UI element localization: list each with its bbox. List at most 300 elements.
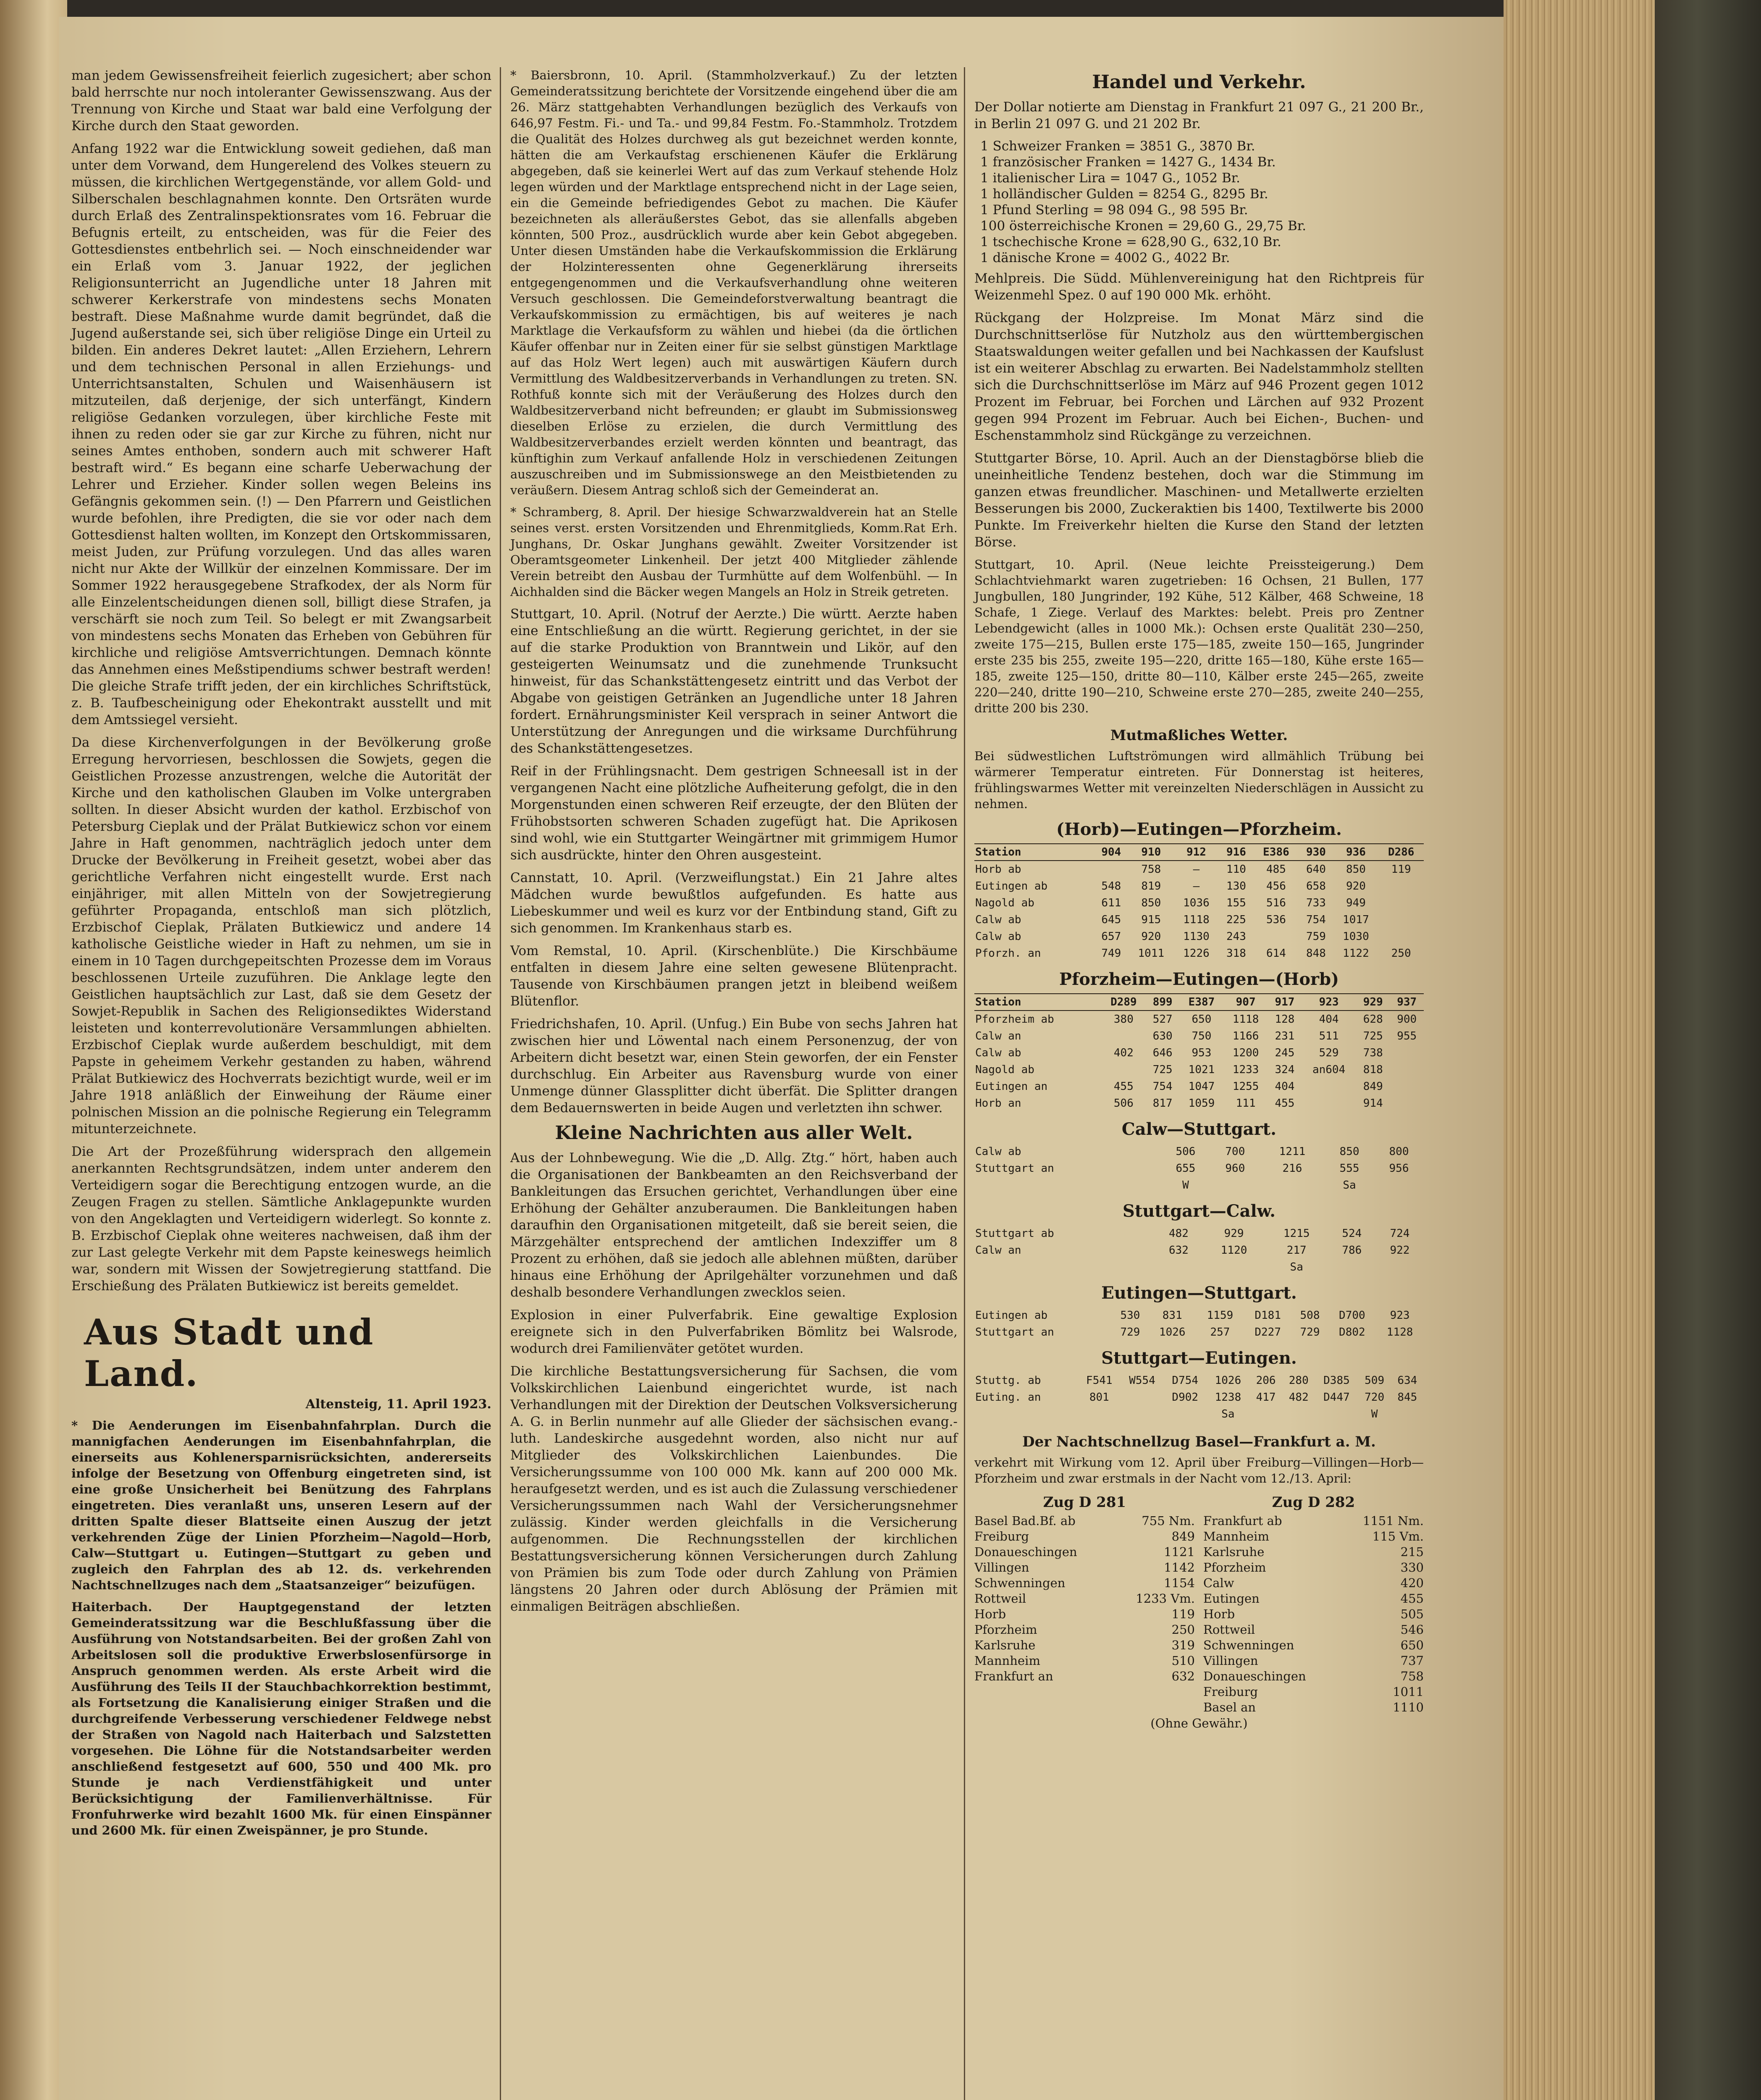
timetable-cell: 536 (1266, 914, 1286, 926)
currency-list (974, 138, 1424, 266)
stop-name: Villingen (974, 1560, 1029, 1575)
stop-time: 1233 Vm. (1136, 1591, 1195, 1606)
train-stop (1203, 1653, 1424, 1669)
timetable-cell: 1226 (1183, 947, 1210, 960)
timetable-cell: 130 (1226, 880, 1246, 892)
timetable-cell (1249, 1406, 1282, 1423)
timetable-cell: 922 (1390, 1244, 1410, 1257)
timetable-cell: 900 (1397, 1013, 1417, 1026)
timetable-cell: 1233 (1232, 1063, 1259, 1076)
news-section-title: Kleine Nachrichten aus aller Welt. (555, 1122, 913, 1144)
timetable-cell: 1026 (1215, 1374, 1241, 1387)
timetable-cell: 280 (1289, 1374, 1309, 1387)
timetable-cell: 1122 (1343, 947, 1369, 960)
timetable-cell (1376, 1259, 1424, 1276)
timetable-cell: 324 (1275, 1063, 1295, 1076)
timetable-cell: 754 (1306, 914, 1326, 926)
timetable-cell: 915 (1141, 914, 1161, 926)
timetable-cell: 849 (1363, 1080, 1383, 1093)
article-paragraph: Anfang 1922 war die Entwicklung soweit gediehen, daß man unter dem Vorwand, dem Hungerelend des Volkes steuern zu müssen, die kirchlichen Wertgegenstände, vor allem Gold- und Silberschalen beschlagnahmen konnte. Den Ortsräten wurde durch Erlaß des Zentralinspektionsrates vom 16. Februar die Befugnis erteilt, zu entscheiden, was für die Feier des Gottesdienstes entbehrlich sei. — Noch einschneidender war ein Erlaß vom 3. Januar 1922, der jeglichen Religionsunterricht an Jugendliche unter 18 Jahren mit schwerer Kerkerstrafe von mindestens sechs Monaten bestraft. Diese Maßnahme wurde damit begründet, daß die Jugend außerstande sei, sich über religiöse Dinge ein Urteil zu bilden. Ein anderes Dekret lautet: „Allen Erziehern, Lehrern und dem technischen Personal in allen Erziehungs- und Unterrichtsanstalten, Schulen und Waisenhäusern ist mitzuteilen, daß derjenige, der sich unterfängt, Kindern religiöse Gedanken vorzulegen, über kirchliche Feste mit ihnen zu reden oder sie gar zur Kirche zu führen, nicht nur seines Amtes enthoben, sondern auch mit schwerer Haft bestraft wird.“ Es begann eine scharfe Ueberwachung der Lehrer und Erzieher. Kinder sollen wegen Beleins ins Gefängnis gekommen sein. (!) — Den Pfarrern und Geistlichen wurde befohlen, ihre Predigten, die sie vor oder nach dem Gottesdienst halten wollten, im Konzept den Ortskommissaren, meist Juden, zur Prüfung vorzulegen. Und das alles waren nicht nur Akte der Willkür der einzelnen Kommissare. Der im Sommer 1922 herausgegebene Strafkodex, der als Norm für alle Einzelentscheidungen dienen soll, billigt diese Strafen, ja verschärft sie noch zum Teil. So belegt er mit Zwangsarbeit von mindestens sechs Monaten das Erheben von Gebühren für kirchliche und religiöse Amtsverrichtungen. Demnach könnte das Annehmen eines Meßstipendiums schwer bestraft werden! Die gleiche Strafe trifft jeden, der ein kirchliches Schriftstück, z. B. Taufbescheinigung oder Ehekontrakt ausstellt und mit dem Amtssiegel versieht. (71, 141, 491, 727)
timetable-cell: 380 (1113, 1013, 1134, 1026)
currency-quote: 1 italienischer Lira = 1047 G., 1052 Br. (980, 171, 1240, 186)
timetable-cell: 817 (1152, 1097, 1173, 1110)
timetable-cell (1315, 1406, 1358, 1423)
train-title: Zug D 282 (1272, 1494, 1355, 1511)
stop-time: 250 (1171, 1622, 1195, 1637)
timetable-cell: 640 (1306, 863, 1326, 876)
timetable-cell: 128 (1275, 1013, 1295, 1026)
article-paragraph: * Schramberg, 8. April. Der hiesige Schwarzwaldverein hat an Stelle seines verst. ersten Vorsitzenden und Ehrenmitglieds, Komm.Rat Erh. Junghans, Dr. Oskar Junghans gewählt. Zweiter Vorsitzender ist Oberamtsgeometer Linkenheil. Der jetzt 400 Mitglieder zählende Verein betreibt den Ausbau der Turmhütte auf dem Wolfenbühl. — In Aichhalden sind die Bäcker wegen Mangels an Holz in Streik getreten. (510, 505, 958, 599)
local-news-paragraph: Haiterbach. Der Hauptgegenstand der letzten Gemeinderatssitzung war die Beschlußfassung über die Ausführung von Notstandsarbeiten. Bei der großen Zahl von Arbeitslosen soll die produktive Erwerbslosenfürsorge in Anspruch genommen werden. Als erste Arbeit wird die Ausführung des Teils II der Stauchbachkorrektion bestimmt, als Fortsetzung die Kanalisierung einiger Straßen und die durchgreifende Verbesserung verschiedener Feldwege nebst der Straßen von Nagold nach Haiterbach und Salzstetten vorgesehen. Die Löhne für die Notstandsarbeiter werden anschließend festgesetzt auf 600, 550 und 400 Mk. pro Stunde je nach Verdienstfähigkeit und unter Berücksichtigung der Familienverhältnisse. Für Fronfuhrwerke wird bezahlt 1600 Mk. für einen Einspänner und 2600 Mk. für einen Zweispänner, je pro Stunde. (71, 1600, 491, 1838)
timetable-cell: 645 (1101, 914, 1121, 926)
timetable-cell: 655 (1176, 1162, 1196, 1175)
timetable-cell: Eutingen ab (975, 1309, 1048, 1322)
news-paragraph: Die kirchliche Bestattungsversicherung für Sachsen, die vom Volkskirchlichen Laienbund eingerichtet wurde, ist nach Verhandlungen mit der Direktion der Deutschen Volksversicherung A. G. in Berlin nunmehr auf alle Glieder der sächsischen evang.-luth. Landeskirche ausgedehnt worden, also nicht nur auf Mitglieder des Volkskirchlichen Laienbundes. Die Versicherungssumme von 100 000 Mk. kann auf 200 000 Mk. heraufgesetzt werden, und es ist auch die Zulassung verschiedener Versicherungssummen nach Wahl der Versicherungsnehmer zulässig. Kinder werden gleichfalls in die Versicherung aufgenommen. Die Rechnungsstellen der kirchlichen Bestattungsversicherung können Versicherungen durch Zahlung von Prämien bis zum Tode oder durch Zahlung von Prämien längstens 20 Jahren oder durch Ablösung der Prämien mit einmaligen Beiträgen abschließen. (510, 1364, 958, 1614)
currency-quote: 1 Pfund Sterling = 98 094 G., 98 595 Br. (980, 202, 1248, 218)
article-paragraph: Die Art der Prozeßführung widersprach den allgemein anerkannten Rechtsgrundsätzen, indem unter anderem den Verteidigern sogar die Berechtigung entzogen wurde, an die Zeugen Fragen zu stellen. Sämtliche Anklagepunkte wurden von den Angeklagten und Verteidigern widerlegt. So konnte z. B. Erzbischof Cieplak ohne weiteres nachweisen, daß ihm der zur Last gelegte Verkehr mit dem Papste keineswegs heimlich war, sondern mit Wissen der Sowjetregierung stattfand. Die Erschießung des Prälaten Butkiewicz ist bereits gemeldet. (71, 1144, 491, 1294)
article-paragraph: Reif in der Frühlingsnacht. Dem gestrigen Schneesall ist in der vergangenen Nacht eine plötzliche Aufheiterung gefolgt, die in den Morgenstunden einen schweren Reif erzeugte, der den Blüten der Frühobstsorten schweren Schaden zugefügt hat. Die Aprikosen sind wohl, wie ein Stuttgarter Weingärtner mit grimmigem Humor sich ausdrückte, hinter den Ohren ausgesteint. (510, 764, 958, 863)
stop-name: Horb (1203, 1607, 1235, 1621)
timetable-cell: 1118 (1183, 914, 1210, 926)
timetable-cell: F541 (1086, 1374, 1113, 1387)
timetable-header-cell: 916 (1219, 844, 1253, 861)
timetable-cell: Nagold ab (975, 897, 1034, 909)
column-2 (510, 67, 958, 1621)
timetable-cell: 524 (1342, 1227, 1362, 1240)
timetable-cell: Stuttgart an (975, 1326, 1054, 1339)
timetable-title: Stuttgart—Calw. (1122, 1201, 1276, 1221)
timetable-header-cell: 937 (1390, 994, 1424, 1011)
stop-name: Basel an (1203, 1700, 1256, 1714)
timetable-cell: 819 (1141, 880, 1161, 892)
train-stop (1203, 1575, 1424, 1591)
train-stop (974, 1669, 1195, 1684)
timetable-header-cell: Station (974, 994, 1102, 1011)
timetable-cell: an604 (1312, 1063, 1346, 1076)
stop-time: 632 (1171, 1669, 1195, 1683)
weather-text: Bei südwestlichen Luftströmungen wird allmählich Trübung bei wärmerer Temperatur eintreten. Für Donnerstag ist heiteres, frühlingswarmes Wetter mit vereinzelten Niederschlägen in Aussicht zu nehmen. (974, 749, 1424, 811)
timetable-row (974, 895, 1424, 911)
timetable-cell: Stuttgart an (975, 1162, 1054, 1175)
stop-name: Frankfurt an (974, 1669, 1053, 1683)
timetable-cell (1302, 1095, 1356, 1112)
timetable-cell: 402 (1113, 1047, 1134, 1059)
timetable-cell: 634 (1397, 1374, 1417, 1387)
stop-name: Frankfurt ab (1203, 1514, 1282, 1528)
timetable-header-cell: 912 (1174, 844, 1219, 861)
train-stop (1203, 1622, 1424, 1638)
timetable-cell: 1030 (1343, 930, 1369, 943)
night-train-intro: verkehrt mit Wirkung vom 12. April über Freiburg—Villingen—Horb—Pforzheim und zwar erstmals in der Nacht vom 12./13. April: (974, 1455, 1424, 1486)
timetable-cell: D700 (1339, 1309, 1365, 1322)
timetable-cell: Euting. an (975, 1391, 1041, 1404)
timetable-cell (1121, 1389, 1163, 1406)
train-stop (1203, 1684, 1424, 1700)
trade-paragraph: Rückgang der Holzpreise. Im Monat März sind die Durchschnittserlöse für Nutzholz aus den württembergischen Staatswaldungen weiter gefallen und bei Nachkassen der Kaufslust ist ein weiterer Abschlag zu erwarten. Bei Nadelstammholz stellten sich die Durchschnittserlöse im März auf 946 Prozent gegen 1012 Prozent im Februar, bei Forchen und Lärchen auf 932 Prozent gegen 994 Prozent im Februar. Auch bei Eichen-, Buchen- und Eschenstammholz sind Rückgänge zu verzeichnen. (974, 310, 1424, 443)
timetable-row (974, 945, 1424, 962)
timetable-cell (1203, 1259, 1265, 1276)
timetable-row (974, 1372, 1424, 1389)
train-d281 (974, 1492, 1195, 1715)
timetable-row (974, 1011, 1424, 1028)
timetable-cell (1254, 928, 1299, 945)
timetable-cell: 632 (1168, 1244, 1189, 1257)
timetable-cell: 111 (1236, 1097, 1256, 1110)
timetable-cell: 1120 (1220, 1244, 1247, 1257)
timetable (974, 1307, 1424, 1341)
timetable-cell: 848 (1306, 947, 1326, 960)
timetable-cell: W (1371, 1408, 1378, 1420)
timetable-cell: 506 (1113, 1097, 1134, 1110)
timetable-cell (1378, 878, 1424, 895)
timetable-cell: 960 (1225, 1162, 1245, 1175)
timetable-cell: W (1182, 1179, 1189, 1192)
timetable-cell: 614 (1266, 947, 1286, 960)
timetable-cell: Calw ab (975, 1145, 1021, 1158)
news-paragraph: Aus der Lohnbewegung. Wie die „D. Allg. Ztg.“ hört, haben auch die Organisationen der Bankbeamten an den Reichsverband der Bankleitungen das Ersuchen gerichtet, Verhandlungen über eine Erhöhung der Gehälter anzuberaumen. Die Bankleitungen haben daraufhin den Organisationen mitgeteilt, daß sie bereit seien, die Märzgehälter entsprechend der amtlichen Indexziffer um 8 Prozent zu erhöhen, daß sie jedoch alle ablehnen müßten, darüber hinaus eine Erhöhung der Aprilgehälter vorzunehmen und daß deshalb besondere Verhandlungen zwecklos seien. (510, 1150, 958, 1300)
timetable-cell (1260, 1177, 1325, 1194)
timetable-cell: 1211 (1279, 1145, 1306, 1158)
timetable-cell: 955 (1397, 1030, 1417, 1042)
train-title: Zug D 281 (1043, 1494, 1126, 1511)
timetable-title: Stuttgart—Eutingen. (1101, 1348, 1297, 1368)
stop-time: 758 (1400, 1669, 1424, 1683)
stop-name: Mannheim (1203, 1529, 1269, 1544)
stop-name: Freiburg (974, 1529, 1029, 1544)
timetable-header-cell: D286 (1378, 844, 1424, 861)
timetable-cell: 1026 (1159, 1326, 1186, 1339)
timetable-cell: 786 (1342, 1244, 1362, 1257)
currency-quote: 1 tschechische Krone = 628,90 G., 632,10 Br. (980, 234, 1281, 249)
timetable-row (974, 1389, 1424, 1406)
timetable (974, 993, 1424, 1112)
trade-section-title: Handel und Verkehr. (1092, 71, 1306, 93)
timetable-cell: 225 (1226, 914, 1246, 926)
timetable-cell: Sa (1343, 1179, 1356, 1192)
stop-time: 115 Vm. (1372, 1529, 1424, 1544)
timetable-cell: 657 (1101, 930, 1121, 943)
timetable-cell (1328, 1259, 1376, 1276)
stop-time: 546 (1400, 1622, 1424, 1637)
column-rule (500, 67, 501, 2100)
timetable-cell: 845 (1397, 1391, 1417, 1404)
timetable-cell: 1011 (1138, 947, 1165, 960)
timetable-row (974, 1406, 1424, 1423)
timetable-cell: 1159 (1207, 1309, 1233, 1322)
timetable-cell (1374, 1177, 1424, 1194)
stop-name: Pforzheim (974, 1622, 1037, 1637)
timetable-cell: 1047 (1188, 1080, 1215, 1093)
timetable-cell (974, 1259, 1155, 1276)
timetable-cell: 1166 (1232, 1030, 1259, 1042)
timetable-cell: 738 (1363, 1047, 1383, 1059)
timetable-cell: 758 (1141, 863, 1161, 876)
train-stop (1203, 1700, 1424, 1715)
train-stop (974, 1622, 1195, 1638)
train-stop (1203, 1591, 1424, 1606)
timetable-header-cell: 899 (1146, 994, 1179, 1011)
timetable-cell: D802 (1339, 1326, 1365, 1339)
stop-time: 1121 (1164, 1545, 1195, 1559)
currency-quote: 1 französischer Franken = 1427 G., 1434 Br. (980, 155, 1276, 170)
timetable-row (974, 928, 1424, 945)
currency-quote: 1 dänische Krone = 4002 G., 4022 Br. (980, 250, 1230, 265)
train-stop (1203, 1638, 1424, 1653)
timetable-row (974, 1177, 1424, 1194)
timetable-cell: 529 (1319, 1047, 1339, 1059)
disclaimer: (Ohne Gewähr.) (1150, 1716, 1248, 1730)
timetable-cell: 725 (1152, 1063, 1173, 1076)
timetable-cell: 1118 (1232, 1013, 1259, 1026)
timetable-cell: 1215 (1283, 1227, 1310, 1240)
night-train-title: Der Nachtschnellzug Basel—Frankfurt a. M. (1022, 1433, 1376, 1450)
timetable-cell (1378, 928, 1424, 945)
night-train-schedule (974, 1492, 1424, 1715)
article-paragraph: Da diese Kirchenverfolgungen in der Bevölkerung große Erregung hervorriesen, beschlossen die Sowjets, gegen die Geistlichen Prozesse anzustrengen, welche die Autorität der Kirche und den katholischen Glauben im Volke untergraben sollten. In dieser Absicht wurden der kathol. Erzbischof von Petersburg Cieplak und der Prälat Butkiewicz schon vor einem Jahre in Haft genommen, nachträglich jedoch unter dem Drucke der Bevölkerung in Freiheit gesetzt, wobei aber das gerichtliche Verfahren nicht eingestellt wurde. Erst nach einjähriger, mit allen Mitteln von der Sowjetregierung geführter Propaganda, entschloß man sich plötzlich, Erzbischof Cieplak, Prälaten Butkiewicz und andere 14 katholische Geistliche wieder in Haft zu nehmen, um sie in einem in 10 Tagen durchgepeitschten Prozesse dem im Voraus beschlossenen Urteile zuzuführen. Die Anklage legte den Geistlichen hauptsächlich zur Last, daß sie dem Gesetz der Sowjet-Republik in Sachen des Religionsediktes Widerstand leisteten und konterrevolutionäre Versammlungen abhielten. Erzbischof Cieplak wurde außerdem beschuldigt, mit dem Papste in geheimem Verkehr gestanden zu haben, während Prälat Butkiewicz des Hochverrats bezichtigt wurde, weil er im Jahre 1918 anläßlich der Einweihung der Räume einer polnischen Mission an die polnische Regierung ein Telegramm mitunterzeichnete. (71, 735, 491, 1137)
stop-name: Mannheim (974, 1654, 1040, 1668)
timetable-cell: 455 (1275, 1097, 1295, 1110)
timetable-cell (1390, 1061, 1424, 1078)
timetable-cell: W554 (1129, 1374, 1155, 1387)
timetable-cell (1390, 1045, 1424, 1061)
train-stop (1203, 1513, 1424, 1529)
timetable-cell: 800 (1389, 1145, 1409, 1158)
timetable-cell: Horb ab (975, 863, 1021, 876)
timetable-cell: 456 (1266, 880, 1286, 892)
timetable-cell (1102, 1028, 1146, 1045)
timetable-header-cell: 936 (1333, 844, 1379, 861)
timetable-cell: 548 (1101, 880, 1121, 892)
timetable-row (974, 1143, 1424, 1160)
timetable-cell: 231 (1275, 1030, 1295, 1042)
timetable-cell: D227 (1254, 1326, 1281, 1339)
timetable-cell: 725 (1363, 1030, 1383, 1042)
stop-name: Schwenningen (1203, 1638, 1294, 1652)
timetable-cell: — (1193, 863, 1200, 876)
timetable-row (974, 1324, 1424, 1341)
currency-quote: 100 österreichische Kronen = 29,60 G., 29,75 Br. (980, 218, 1307, 234)
timetable-cell: 527 (1152, 1013, 1173, 1026)
stop-name: Schwenningen (974, 1576, 1066, 1590)
facing-page-edge (0, 0, 67, 2100)
timetable-cell: Stuttg. ab (975, 1374, 1041, 1387)
timetable (974, 843, 1424, 962)
timetable-cell: 243 (1226, 930, 1246, 943)
timetable-cell: 818 (1363, 1063, 1383, 1076)
timetable-title: Eutingen—Stuttgart. (1101, 1283, 1297, 1303)
timetable-cell: Eutingen ab (975, 880, 1048, 892)
stop-time: 455 (1400, 1591, 1424, 1606)
stop-time: 319 (1171, 1638, 1195, 1652)
timetable-cell (1210, 1177, 1260, 1194)
timetable-cell: — (1193, 880, 1200, 892)
timetable-cell: 1200 (1232, 1047, 1259, 1059)
timetable-row (974, 1095, 1424, 1112)
timetables (974, 819, 1424, 1423)
stop-time: 1154 (1164, 1576, 1195, 1590)
timetable-row (974, 1225, 1424, 1242)
stop-name: Eutingen (1203, 1591, 1260, 1606)
timetable-cell: Nagold ab (975, 1063, 1034, 1076)
stop-name: Donaueschingen (1203, 1669, 1306, 1683)
timetable-cell: 754 (1152, 1080, 1173, 1093)
stop-name: Donaueschingen (974, 1545, 1077, 1559)
timetable-row (974, 1045, 1424, 1061)
timetable-cell (1078, 1406, 1121, 1423)
timetable-cell (1121, 1406, 1163, 1423)
timetable-cell: Calw an (975, 1030, 1021, 1042)
timetable-cell: 511 (1319, 1030, 1339, 1042)
timetable-cell: 1017 (1343, 914, 1369, 926)
timetable-header-cell: D289 (1102, 994, 1146, 1011)
timetable-cell: 1130 (1183, 930, 1210, 943)
article-paragraph: * Baiersbronn, 10. April. (Stammholzverkauf.) Zu der letzten Gemeinderatssitzung berichtete der Vorsitzende eingehend über die am 26. März stattgehabten Verhandlungen bezüglich des Verkaufs von 646,97 Festm. Fi.- und Ta.- und 99,84 Festm. Fo.-Stammholz. Trotzdem die Qualität des Holzes durchweg als gut bezeichnet werden konnte, hätten die am Verkaufstag erschienenen Käufer die Erklärung abgegeben, daß sie keinerlei Wert auf das zum Verkauf stehende Holz legen würden und der Marktlage entsprechend nicht in der Lage seien, ein die Gemeinde befriedigendes Gebot zu machen. Die Käufer bezeichneten als alleräußerstes Gebot, das sie allenfalls abgeben könnten, 500 Proz., ausdrücklich wurde aber kein Gebot abgegeben. Unter diesen Umständen habe die Verkaufskommission die Erklärung der Holzinteressenten ohne Gegenerklärung ihrerseits entgegengenommen und die Verkaufsverhandlung ohne weiteren Versuch geschlossen. Die Gemeindeforstverwaltung beantragt die Verkaufskommission zu ermächtigen, bis auf weiteres je nach Marktlage die Verkaufsform zu wählen und hiebei (da die örtlichen Käufer offenbar nur in Zeiten einer für sie selbst günstigen Marktlage auf das Holz Wert legen) auch mit auswärtigen Käufern durch Vermittlung des Waldbesitzerverbands in Verhandlungen zu treten. SN. Rothfuß konnte sich mit der Veräußerung des Holzes durch den Waldbesitzerverband nicht befreunden; er glaubt im Submissionsweg dieselben Erlöse zu erzielen, die durch Vermittlung des Waldbesitzerverbandes erzielt werden könnten und beantragt, das künftighin zum Verkauf anfallende Holz in verschiedenen Zeitungen auszuschreiben und im Submissionswege an den Meistbietenden zu veräußern. Diesem Antrag schloß sich der Gemeinderat an. (510, 68, 958, 497)
timetable-row (974, 1307, 1424, 1324)
timetable-cell: 245 (1275, 1047, 1295, 1059)
train-stop (974, 1544, 1195, 1560)
timetable-row (974, 1259, 1424, 1276)
article-paragraph: Cannstatt, 10. April. (Verzweiflungstat.) Ein 21 Jahre altes Mädchen wurde bewußtlos aufgefunden. Es hatte aus Liebeskummer und weil es kurz vor der Entbindung stand, Gift zu sich genommen. Im Krankenhaus starb es. (510, 870, 958, 936)
timetable-cell: Calw an (975, 1244, 1021, 1257)
article-paragraph: Friedrichshafen, 10. April. (Unfug.) Ein Bube von sechs Jahren hat zwischen hier und Löwental nach einem Personenzug, der von Arbeitern dicht besetzt war, einen Stein geworfen, der ein Fenster durchschlug. Ein Arbeiter aus Ravensburg wurde von einer Unmenge dünner Glassplitter dicht überfät. Die Splitter drangen dem Bedauernswerten in beide Augen und verletzten ihn schwer. (510, 1016, 958, 1116)
stop-name: Karlsruhe (1203, 1545, 1265, 1559)
train-stop (974, 1606, 1195, 1622)
timetable-cell (1378, 911, 1424, 928)
timetable-cell (1391, 1406, 1424, 1423)
stop-name: Horb (974, 1607, 1006, 1621)
timetable-cell: Horb an (975, 1097, 1021, 1110)
timetable-cell: 1059 (1188, 1097, 1215, 1110)
timetable-cell: Calw ab (975, 930, 1021, 943)
timetable-cell: Calw ab (975, 914, 1021, 926)
timetable-cell: 485 (1266, 863, 1286, 876)
timetable-title: (Horb)—Eutingen—Pforzheim. (1056, 819, 1342, 839)
timetable-cell: 1238 (1215, 1391, 1241, 1404)
timetable-cell: D447 (1323, 1391, 1350, 1404)
timetable-cell (1164, 1406, 1207, 1423)
stop-time: 1151 Nm. (1362, 1514, 1424, 1528)
timetable-cell: 155 (1226, 897, 1246, 909)
timetable-cell: 628 (1363, 1013, 1383, 1026)
timetable-cell: 1128 (1386, 1326, 1413, 1339)
train-stop (974, 1591, 1195, 1606)
timetable-cell: Sa (1290, 1261, 1303, 1273)
timetable-cell: D181 (1254, 1309, 1281, 1322)
timetable-cell: Sa (1221, 1408, 1235, 1420)
stop-name: Freiburg (1203, 1685, 1258, 1699)
timetable-cell: 720 (1365, 1391, 1385, 1404)
stop-time: 737 (1400, 1654, 1424, 1668)
timetable-cell: 733 (1306, 897, 1326, 909)
timetable-cell: 923 (1390, 1309, 1410, 1322)
timetable-cell: Eutingen an (975, 1080, 1048, 1093)
timetable-cell: 611 (1101, 897, 1121, 909)
train-stop (974, 1575, 1195, 1591)
timetable-header-cell: 917 (1268, 994, 1302, 1011)
timetable-cell: 216 (1282, 1162, 1302, 1175)
train-stop (974, 1513, 1195, 1529)
article-paragraph: Stuttgart, 10. April. (Notruf der Aerzte.) Die württ. Aerzte haben eine Entschließung an die württ. Regierung gerichtet, in der sie auf die starke Produktion von Branntwein und Likör, auf den gesteigerten Weinumsatz und die zunehmende Trunksucht hinweist, für das Schankstättengesetz eintritt und das Verbot der Abgabe von geistigen Getränken an Jugendliche unter 18 Jahren fordert. Ernährungsminister Keil versprach in seiner Antwort die Unterstützung der Anregungen und die wirksame Durchführung des Schankstättengesetzes. (510, 606, 958, 756)
timetable-header-cell: 907 (1224, 994, 1268, 1011)
train-stop (1203, 1669, 1424, 1684)
timetable-cell: 555 (1339, 1162, 1359, 1175)
stop-time: 849 (1171, 1529, 1195, 1544)
timetable-cell: 949 (1346, 897, 1366, 909)
timetable-header-cell: E387 (1179, 994, 1223, 1011)
timetable-cell: D385 (1323, 1374, 1350, 1387)
timetable-header-cell: E386 (1254, 844, 1299, 861)
timetable-cell: Pforzh. an (975, 947, 1041, 960)
timetable-cell: 206 (1256, 1374, 1276, 1387)
timetable-cell: 318 (1226, 947, 1246, 960)
stop-time: 1110 (1393, 1700, 1424, 1714)
stop-time: 755 Nm. (1142, 1514, 1195, 1528)
timetable-cell: 759 (1306, 930, 1326, 943)
news-paragraph: Explosion in einer Pulverfabrik. Eine gewaltige Explosion ereignete sich in den Pulverfabriken Bömlitz bei Walsrode, wodurch drei Familienväter getötet wurden. (510, 1307, 958, 1356)
stop-time: 1011 (1393, 1685, 1424, 1699)
stop-name: Rottweil (974, 1591, 1026, 1606)
timetable-cell: 700 (1225, 1145, 1245, 1158)
timetable-cell: 119 (1391, 863, 1411, 876)
stop-name: Karlsruhe (974, 1638, 1036, 1652)
stop-name: Rottweil (1203, 1622, 1255, 1637)
trade-paragraph: Stuttgart, 10. April. (Neue leichte Preissteigerung.) Dem Schlachtviehmarkt waren zugetrieben: 16 Ochsen, 21 Bullen, 177 Jungbullen, 180 Jungrinder, 192 Kühe, 512 Kälber, 468 Schweine, 18 Schafe, 1 Ziege. Verlauf des Marktes: belebt. Preis pro Zentner Lebendgewicht (alles in 1000 Mk.): Ochsen erste Qualität 230—250, zweite 175—215, Bullen erste 175—185, zweite 150—165, Jungrinder erste 235 bis 255, zweite 195—220, dritte 165—180, Kühe erste 165—185, zweite 125—150, dritte 80—110, Kälber erste 245—265, zweite 220—240, dritte 190—210, Schweine erste 270—285, zweite 240—255, dritte 200 bis 230. (974, 557, 1424, 715)
train-stop (1203, 1606, 1424, 1622)
timetable-cell: 1021 (1188, 1063, 1215, 1076)
timetable-cell: 831 (1162, 1309, 1182, 1322)
stop-name: Calw (1203, 1576, 1234, 1590)
stop-time: 420 (1400, 1576, 1424, 1590)
train-stop (1203, 1560, 1424, 1575)
timetable-cell: 1255 (1232, 1080, 1259, 1093)
timetable-header-cell: 910 (1129, 844, 1174, 861)
timetable-cell: 482 (1289, 1391, 1309, 1404)
timetable-cell (974, 1406, 1078, 1423)
local-news-paragraph: * Die Aenderungen im Eisenbahnfahrplan. Durch die mannigfachen Aenderungen im Eisenbahnfahrplan, die einerseits aus Kohlenersparnisrücksichten, andererseits infolge der Besetzung von Offenburg eingetreten sind, ist eine große Unsicherheit bei Benützung des Fahrplans eingetreten. Dies veranlaßt uns, unseren Lesern auf der dritten Spalte dieser Blattseite einen Auszug der jetzt verkehrenden Züge der Linien Pforzheim—Nagold—Horb, Calw—Stuttgart u. Eutingen—Stuttgart zu geben und zugleich den Fahrplan des ab 12. ds. verkehrenden Nachtschnellzuges nach dem „Staatsanzeiger“ beizufügen. (71, 1418, 491, 1592)
timetable-header-cell: 923 (1302, 994, 1356, 1011)
dateline: Altensteig, 11. April 1923. (305, 1397, 491, 1412)
timetable-cell: 850 (1141, 897, 1161, 909)
timetable-cell: 508 (1300, 1309, 1320, 1322)
timetable-cell (1390, 1078, 1424, 1095)
book-cover (1655, 0, 1761, 2100)
timetable-cell: 509 (1365, 1374, 1385, 1387)
column-1 (71, 67, 491, 1844)
timetable-cell (1155, 1259, 1202, 1276)
timetable-cell: 750 (1191, 1030, 1212, 1042)
timetable-cell: 658 (1306, 880, 1326, 892)
timetable-cell (1378, 895, 1424, 911)
timetable-cell: Calw ab (975, 1047, 1021, 1059)
stop-time: 505 (1400, 1607, 1424, 1621)
weather-title: Mutmaßliches Wetter. (1110, 727, 1288, 744)
timetable-cell (1282, 1406, 1315, 1423)
timetable-header-cell: 929 (1356, 994, 1390, 1011)
timetable (974, 1372, 1424, 1423)
timetable-cell: 217 (1286, 1244, 1307, 1257)
trade-paragraph: Stuttgarter Börse, 10. April. Auch an der Dienstagbörse blieb die uneinheitliche Tendenz bestehen, doch war die Stimmung im ganzen etwas freundlicher. Maschinen- und Metallwerte erzielten Besserungen bis 2000, Zuckeraktien bis 1400, Textilwerte bis 2000 Punkte. Im Freiverkehr hielten die Kurse den Stand der letzten Börse. (974, 451, 1424, 550)
timetable-cell: 516 (1266, 897, 1286, 909)
book-page-edges (1504, 0, 1663, 2100)
timetable (974, 1225, 1424, 1276)
timetable-cell: 506 (1176, 1145, 1196, 1158)
stop-time: 1142 (1164, 1560, 1195, 1575)
timetable-cell: 749 (1101, 947, 1121, 960)
timetable-row (974, 878, 1424, 895)
timetable-cell: 956 (1389, 1162, 1409, 1175)
timetable-cell: 724 (1390, 1227, 1410, 1240)
timetable-header-cell: 930 (1299, 844, 1333, 861)
